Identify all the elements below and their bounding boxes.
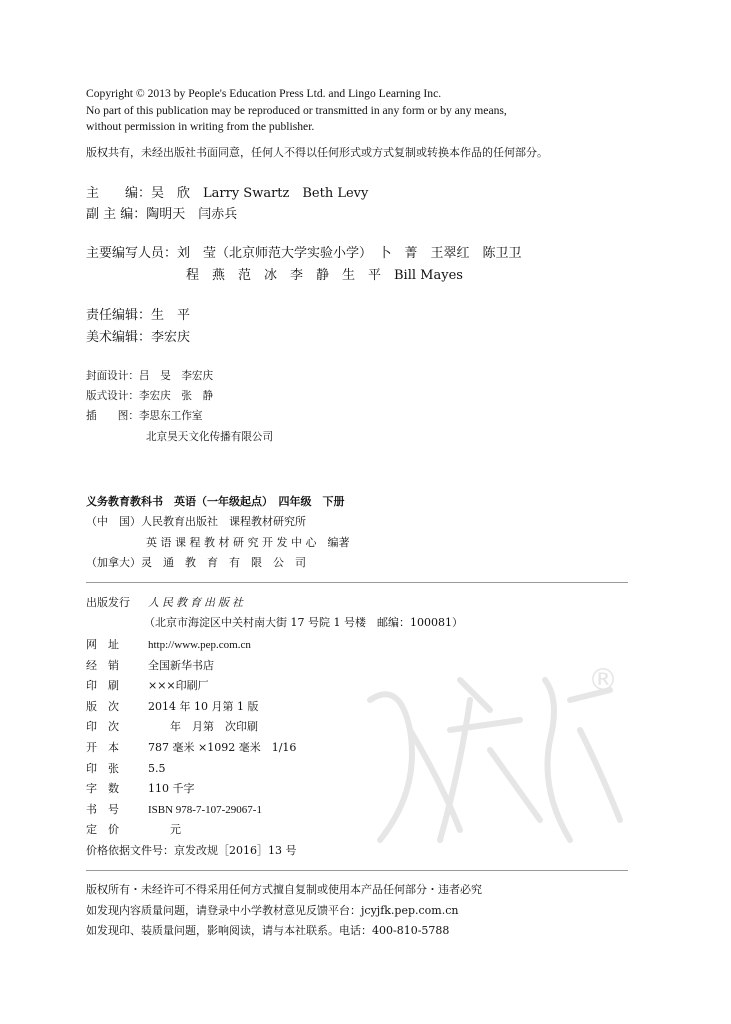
art-editor-label: 美术编辑： [86, 330, 152, 345]
main-writers-line-1: 刘 莹（北京师范大学实验小学） 卜 菁 王翠红 陈卫卫 [177, 246, 522, 261]
detail-row-wordcount [86, 779, 297, 800]
illustration-row [86, 406, 203, 426]
china-label: （中 国） [86, 515, 141, 528]
book-title: 义务教育教科书 英语（一年级起点） 四年级 下册 [86, 495, 345, 508]
footer [86, 880, 482, 942]
detail-value: 全国新华书店 [148, 658, 214, 672]
main-writers-row [86, 243, 522, 264]
detail-row-website [86, 635, 297, 656]
registered-mark: ® [588, 663, 618, 698]
watermark-strokes [370, 680, 620, 840]
publication-details [86, 635, 297, 862]
detail-value: 年 月第 次印刷 [148, 720, 258, 734]
divider-top [86, 582, 628, 583]
art-editor-row [86, 327, 190, 348]
detail-row-sheets [86, 759, 297, 780]
footer-contact: 如发现印、装质量问题，影响阅读，请与本社联系。电话：400-810-5788 [86, 924, 450, 938]
cover-design-row [86, 366, 213, 386]
detail-value: ×××印刷厂 [148, 679, 209, 693]
canada-publisher-row [86, 554, 306, 572]
detail-value: 2014 年 10 月第 1 版 [148, 699, 259, 713]
layout-design-label: 版式设计： [86, 390, 139, 402]
detail-label: 开 本 [86, 740, 119, 754]
watermark-logo [340, 640, 630, 870]
publisher-logo: 人民教育出版社 [148, 596, 246, 609]
detail-row-format [86, 738, 297, 759]
detail-value: ISBN 978-7-107-29067-1 [148, 803, 262, 816]
canada-label: （加拿大） [86, 556, 141, 569]
footer-feedback: 如发现内容质量问题，请登录中小学教材意见反馈平台：jcyjfk.pep.com.cn [86, 903, 459, 917]
detail-label: 定 价 [86, 823, 119, 837]
watermark-text: 人教版 [340, 640, 343, 641]
detail-label: 印 次 [86, 720, 119, 734]
main-writers-line-2: 程 燕 范 冰 李 静 生 平 Bill Mayes [186, 268, 463, 283]
china-publisher-row [86, 513, 306, 531]
deputy-editor-value: 陶明天 闫赤兵 [146, 207, 238, 222]
detail-row-price [86, 820, 297, 841]
publisher-label: 出版发行 [86, 596, 130, 609]
layout-design-value: 李宏庆 张 静 [138, 390, 214, 402]
detail-label: 网 址 [86, 638, 119, 651]
copyright-line-3: without permission in writing from the publisher. [86, 120, 315, 133]
footer-rights: 版权所有・未经许可不得采用任何方式擅自复制或使用本产品任何部分・违者必究 [86, 883, 482, 896]
detail-row-distributor [86, 656, 297, 677]
detail-label: 经 销 [86, 658, 119, 672]
illustration-value-1: 李思东工作室 [138, 410, 203, 422]
canada-value: 灵 通 教 育 有 限 公 司 [141, 556, 306, 569]
art-editor-value: 李宏庆 [151, 330, 191, 345]
copyright-english [86, 86, 507, 136]
chief-editor-label: 主 编： [86, 186, 152, 201]
detail-value: 110 千字 [148, 782, 195, 796]
china-value-2: 英 语 课 程 教 材 研 究 开 发 中 心 编著 [146, 536, 350, 549]
detail-label: 书 号 [86, 802, 119, 816]
detail-row-printing [86, 717, 297, 738]
main-writers-label: 主要编写人员： [86, 246, 178, 261]
deputy-editor-row [86, 204, 237, 225]
detail-label: 版 次 [86, 699, 119, 713]
copyright-chinese: 版权共有，未经出版社书面同意，任何人不得以任何形式或方式复制或转换本作品的任何部分。 [86, 146, 548, 159]
price-basis: 价格依据文件号：京发改规［2016］13 号 [86, 843, 297, 857]
detail-value: http://www.pep.com.cn [148, 639, 251, 651]
cover-design-value: 吕 旻 李宏庆 [138, 370, 214, 382]
copyright-line-1: Copyright © 2013 by People's Education Press Ltd. and Lingo Learning Inc. [86, 87, 442, 100]
illustration-value-2: 北京昊天文化传播有限公司 [146, 431, 274, 443]
responsible-editor-row [86, 305, 190, 326]
detail-label: 印 刷 [86, 679, 119, 693]
detail-value: 787 毫米 ×1092 毫米 1/16 [148, 740, 297, 754]
chief-editor-row [86, 183, 368, 204]
detail-label: 字 数 [86, 782, 119, 796]
detail-value: 5.5 [148, 761, 166, 775]
publisher-row [86, 594, 246, 612]
divider-bottom [86, 870, 628, 871]
responsible-editor-label: 责任编辑： [86, 308, 152, 323]
detail-value: 元 [148, 823, 181, 837]
china-value: 人民教育出版社 课程教材研究所 [141, 515, 306, 528]
copyright-line-2: No part of this publication may be reproduced or transmitted in any form or by any means, [86, 103, 507, 117]
detail-row-edition [86, 697, 297, 718]
publisher-address: （北京市海淀区中关村南大街 17 号院 1 号楼 邮编：100081） [144, 616, 463, 629]
detail-row-printer [86, 676, 297, 697]
illustration-label: 插 图： [86, 410, 139, 422]
responsible-editor-value: 生 平 [151, 308, 191, 323]
detail-label: 印 张 [86, 761, 119, 775]
layout-design-row [86, 386, 213, 406]
deputy-editor-label: 副 主 编： [86, 207, 147, 222]
cover-design-label: 封面设计： [86, 370, 139, 382]
detail-row-isbn [86, 800, 297, 821]
chief-editor-value: 吴 欣 Larry Swartz Beth Levy [151, 186, 369, 201]
